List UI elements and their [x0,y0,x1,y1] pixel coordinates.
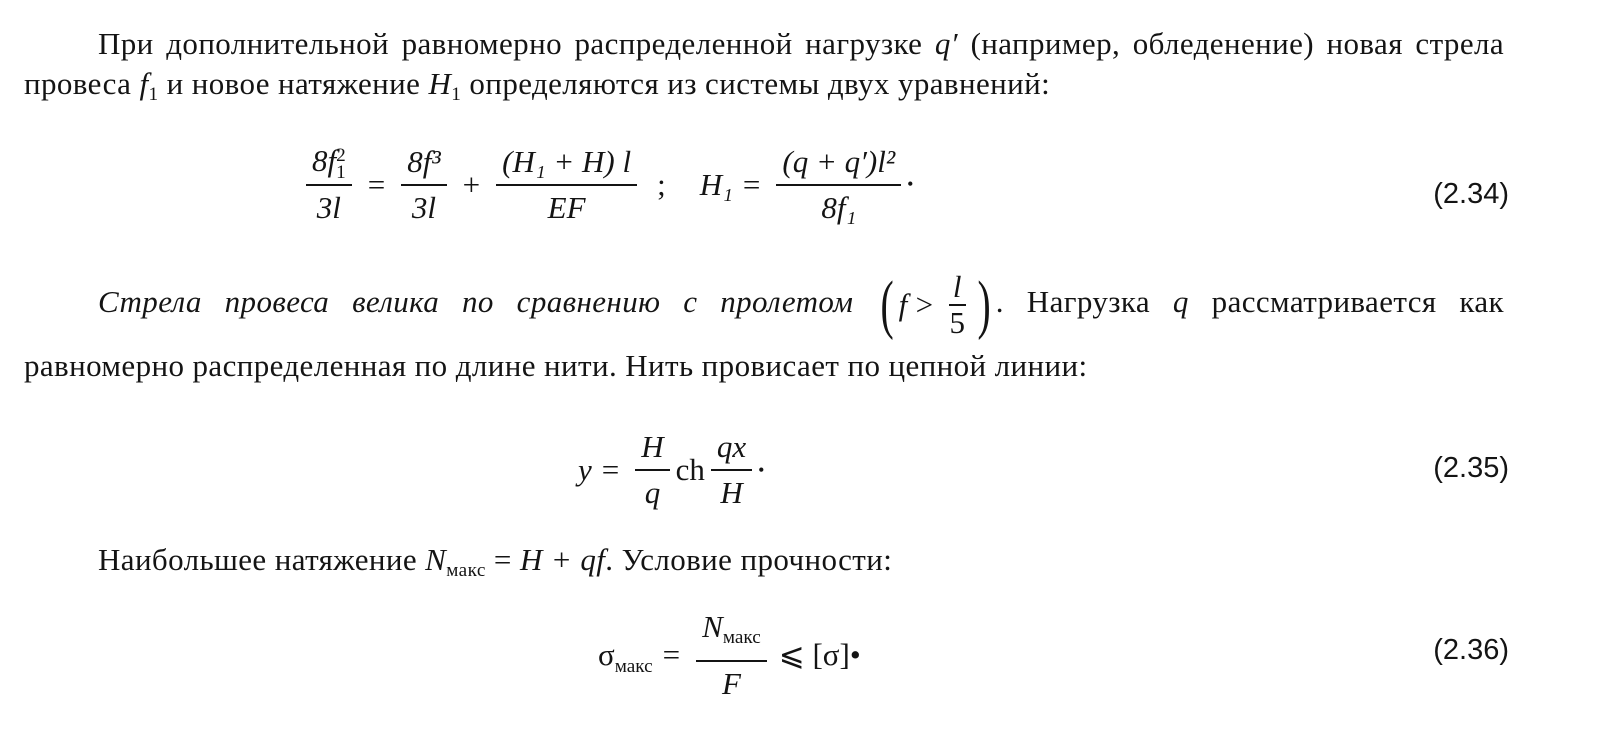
paragraph-max-tension: Наибольшее натяжение $N_{макс} = H$ + qf. Условие прочности: [98,542,893,581]
fraction-tension-sum: $\frac{\text{(H₁ + H) l}}{EF}$ [496,143,637,227]
fraction-h-over-q: $\frac{H}{q}$ [635,428,669,512]
fraction-n-over-f: $\frac{N_{макс}}{F}$ [696,608,767,703]
equation-2-34: 8f 2 1 3l = $\frac{\text{8f³}}{3l}$ + $\frac{\text{(H₁ + H) l}}{EF}$ ; H₁ = $\frac{\text{(q + q′)l²}}{\text{8f₁}}$ • [300,142,913,227]
fraction-h1: $\frac{\text{(q + q′)l²}}{\text{8f₁}}$ [776,143,901,227]
fraction-qx-over-h: $\frac{qx}{H}$ [711,428,752,512]
inline-inequality: ( f > $\frac{l}{5}$ ) [880,268,992,341]
fraction-f-cubed: $\frac{\text{8f³}}{3l}$ [401,143,446,227]
equation-number-2-34: (2.34) [1433,178,1509,210]
paragraph-large-sag: Стрела провеса велика по сравнению с пролетом ( f > $\frac{l}{5}$ ) . Нагрузка q рассматривается как равномерно распределенная по длине нити. Нить провисает по цепной линии: [24,268,1504,383]
fraction-lhs: 8f 2 1 3l [306,142,352,227]
equation-2-36: σ макс = $\frac{N_{макс}}{F}$ ⩽ [σ]• [598,609,861,701]
equation-number-2-36: (2.36) [1433,634,1509,666]
paragraph-additional-load: При дополнительной равномерно распределенной нагрузке q′ (например, обледенение) новая стрела провеса $f_1$ и новое натяжение $H_1$ определяются из системы двух уравнений: [24,26,1505,105]
equation-number-2-35: (2.35) [1433,452,1509,484]
equation-2-35: y = $\frac{H}{q}$ ch $\frac{qx}{H}$ • [578,429,765,510]
